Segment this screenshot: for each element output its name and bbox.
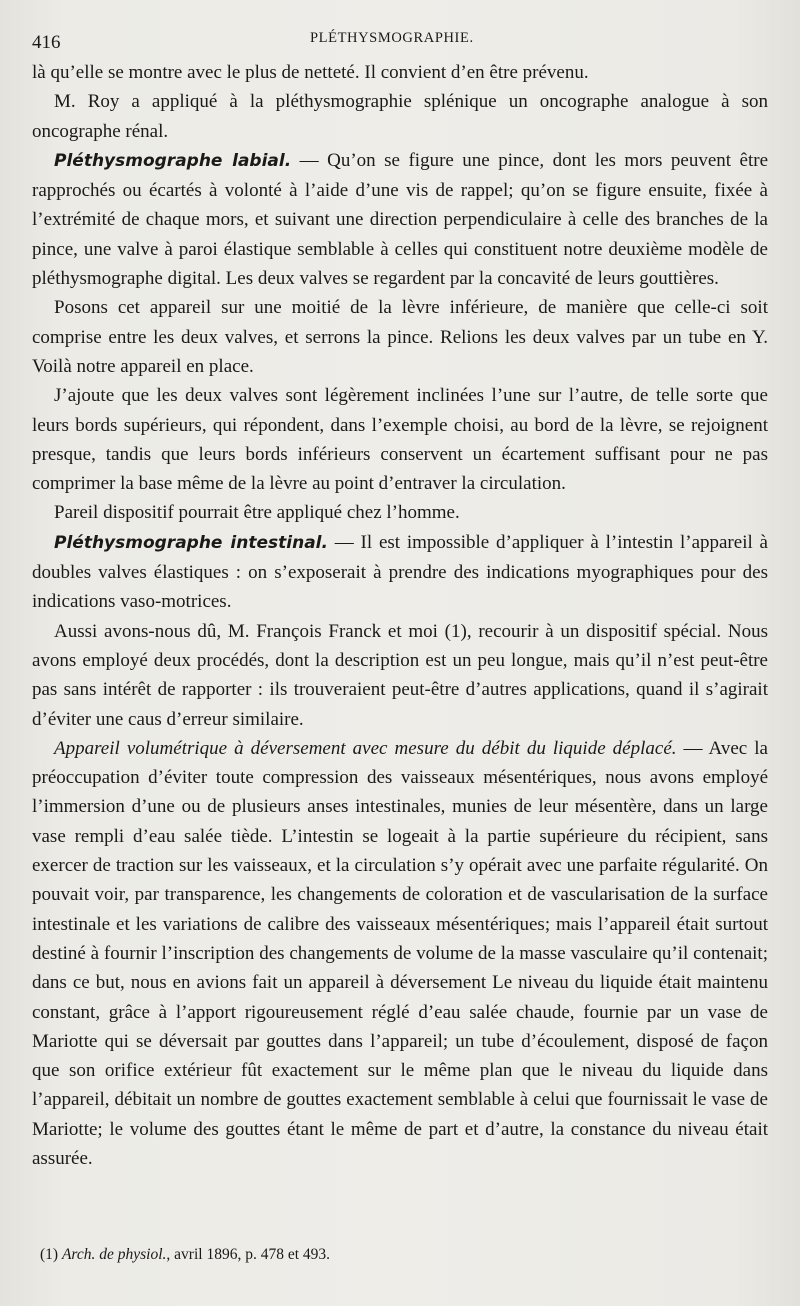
section-heading-intestinal: Pléthysmographe intestinal. (54, 532, 328, 553)
footnote-details: , avril 1896, p. 478 et 493. (166, 1246, 331, 1263)
paragraph-posons: Posons cet appareil sur une moitié de la lèvre inférieure, de manière que celle-ci soit comprise entre les deux valves, et serrons la pince. Relions les deux valves par un tube en Y. Voilà notre appareil en place. (32, 297, 768, 377)
paragraph-labial-text: — Qu’on se figure une pince, dont les mors peuvent être rapprochés ou écartés à volonté à l’aide d’une vis de rappel; qu’on se figure ensuite, fixée à l’extrémité de chaque mors, et suivant une direction perpendiculaire à celle des branches de la pince, une valve à paroi élastique semblable à celles qui constituent notre deuxième modèle de pléthysmographe digital. Les deux valves se regardent par la concavité de leurs gouttières. (32, 149, 769, 290)
section-heading-labial: Pléthysmographe labial. (54, 150, 292, 171)
running-title: PLÉTHYSMOGRAPHIE. (310, 30, 474, 46)
paragraph-intestinal (32, 528, 768, 617)
paragraph-ajoute: J’ajoute que les deux valves sont légèrement inclinées l’une sur l’autre, de telle sorte que leurs bords supérieurs, qui répondent, dans l’exemple choisi, au bord de la lèvre, se rejoignent presque, tandis que leurs bords inférieurs conservent un écartement suffisant pour ne pas comprimer la base même de la lèvre au point d’entraver la circulation. (32, 385, 768, 495)
paragraph-volumetrique-text: — Avec la préoccupation d’éviter toute compression des vaisseaux mésentériques, nous avons employé l’immersion d’une ou de plusieurs anses intestinales, munies de leur mésentère, dans un large vase rempli d’eau salée tiède. L’intestin se logeait à la partie supérieure du récipient, sans exercer de traction sur les vaisseaux, et la circulation s’y opérait avec une parfaite régularité. On pouvait voir, par transparence, les changements de coloration et de vascularisation de la surface intestinale et les variations de calibre des vaisseaux mésentériques; mais l’appareil était surtout destiné à fournir l’inscription des changements de volume de la masse vasculaire qu’il contenait; dans ce but, nous en avions fait un appareil à déversement Le niveau du liquide était maintenu constant, grâce à l’apport rigoureusement réglé d’eau salée chaude, fournie par un vase de Mariotte qui se déversait par gouttes dans l’appareil; un tube d’écoulement, disposé de façon que son orifice extérieur fût exactement sur le même plan que le niveau du liquide dans l’appareil, débitait un nombre de gouttes exactement semblable à celui que fournissait le vase de Mariotte; le volume des gouttes étant le même de part et d’autre, la constance du niveau était assurée. (32, 737, 768, 1169)
paragraph-labial (32, 146, 768, 293)
paragraph-intestinal-text: — Il est impossible d’appliquer à l’intestin l’appareil à doubles valves élastiques : on s’exposerait à prendre des indications myographiques pour des indications vaso-motrices. (32, 531, 768, 613)
paragraph-homme: Pareil dispositif pourrait être appliqué chez l’homme. (54, 502, 460, 524)
body-text (32, 58, 768, 1173)
footnote-source: Arch. de physiol. (61, 1246, 167, 1263)
paragraph-roy: M. Roy a appliqué à la pléthysmographie splénique un oncographe analogue à son oncographe rénal. (32, 91, 768, 142)
paragraph-appareil-volumetrique (32, 734, 768, 1173)
page-number: 416 (32, 32, 61, 53)
footnote (40, 1246, 760, 1264)
footnote-marker: (1) (40, 1246, 59, 1263)
paragraph-aussi: Aussi avons-nous dû, M. François Franck et moi (1), recourir à un dispositif spécial. Nous avons employé deux procédés, dont la description est un peu longue, mais qu’il n’est peut-être pas sans intérêt de rapporter : ils trouveraient peut-être d’autres applications, quand il s’agirait d’éviter une caus d’erreur similaire. (32, 620, 768, 730)
page-header (32, 22, 768, 52)
section-heading-volumetrique: Appareil volumétrique à déversement avec mesure du débit du liquide déplacé. (54, 737, 677, 759)
paragraph-continuation: là qu’elle se montre avec le plus de netteté. Il convient d’en être prévenu. (32, 62, 589, 83)
